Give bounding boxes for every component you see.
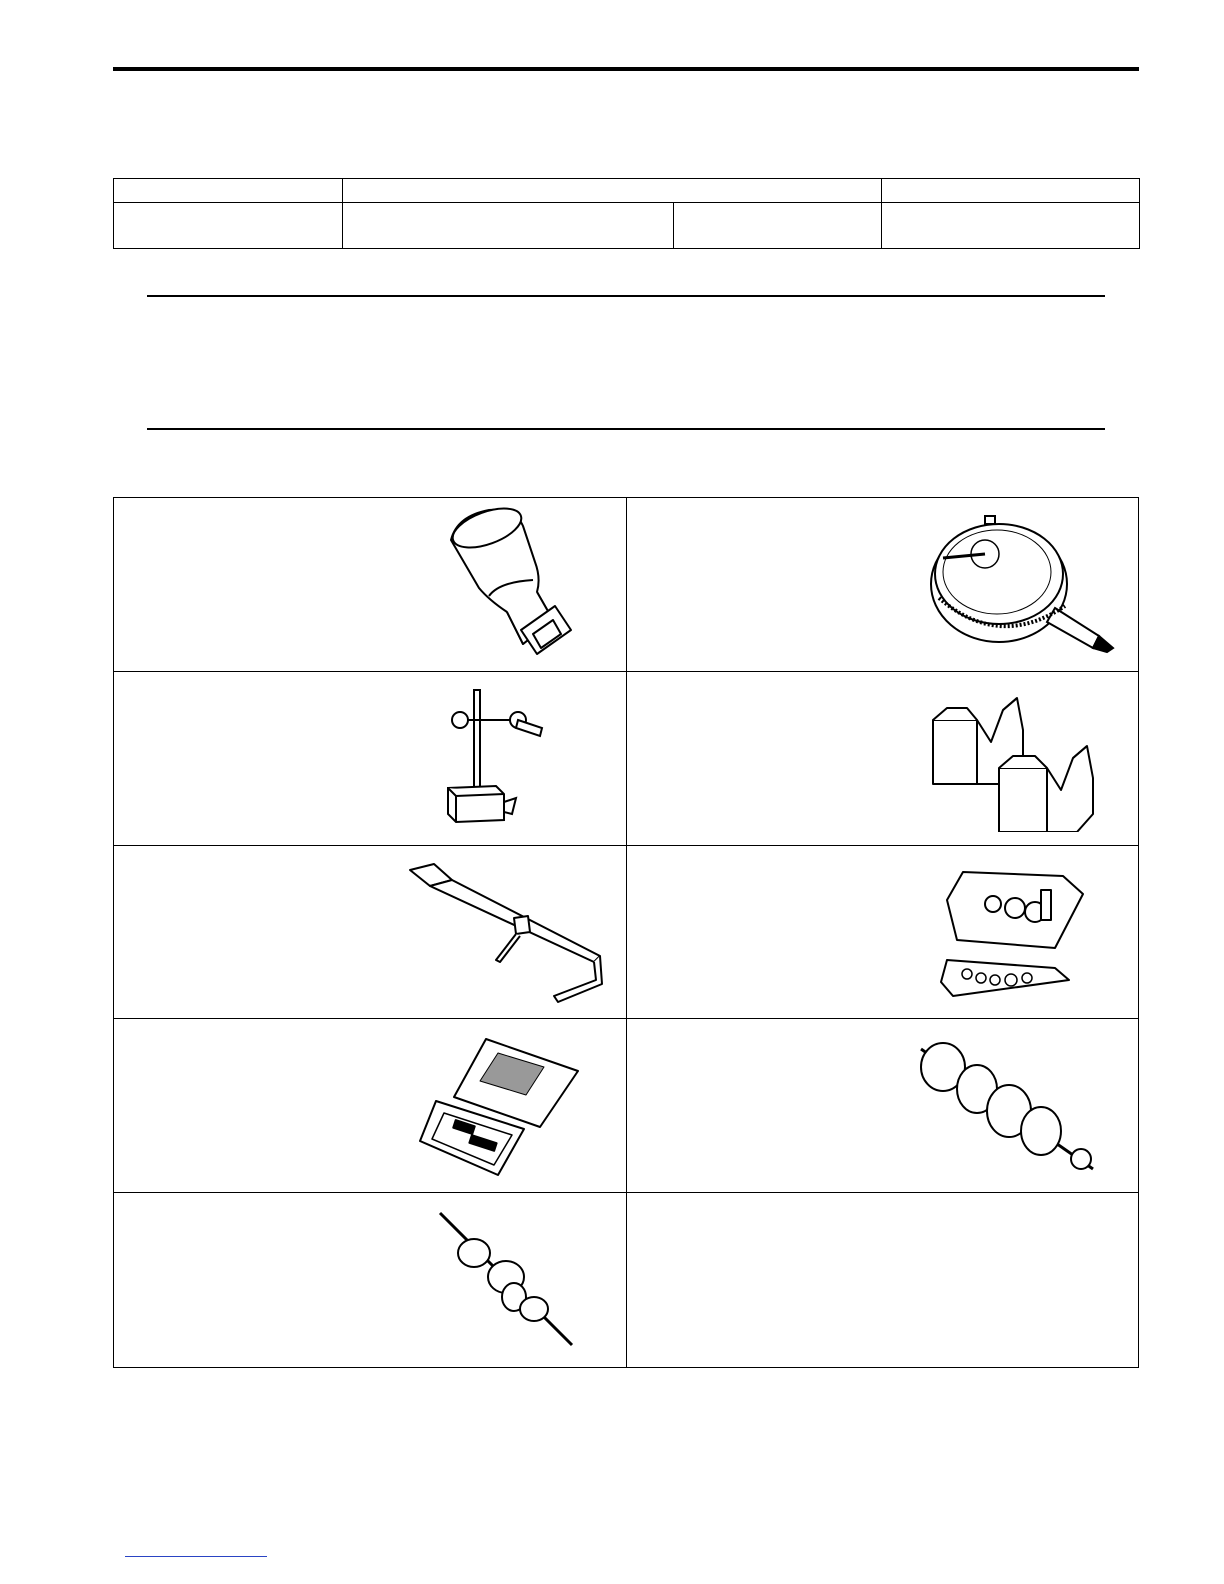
header-rule — [113, 67, 1139, 71]
tool-cell-installer-kit — [627, 846, 1138, 1020]
note-top-rule — [147, 295, 1105, 297]
tool-cell-v-blocks — [627, 672, 1138, 846]
tool-cell-bearing-puller — [627, 1019, 1138, 1193]
table-cell — [673, 203, 881, 249]
socket-wrench-icon — [429, 502, 609, 668]
magnetic-stand-icon — [434, 686, 564, 832]
tool-cell-empty — [627, 1193, 1138, 1367]
specification-table — [113, 178, 1140, 249]
bearing-remover-icon — [426, 1205, 586, 1355]
v-block-set-icon — [917, 686, 1107, 832]
table-cell — [881, 203, 1139, 249]
table-cell — [343, 203, 674, 249]
tool-cell-lever-tool — [114, 846, 627, 1020]
tool-kit-case-icon — [414, 1031, 594, 1181]
dial-gauge-icon — [915, 510, 1115, 660]
table-cell — [114, 203, 343, 249]
tool-cell-magnetic-stand — [114, 672, 627, 846]
piston-ring-compressor-icon — [404, 860, 614, 1006]
tool-cell-bearing-remover — [114, 1193, 627, 1367]
table-cell — [114, 179, 343, 203]
bearing-installer-set-icon — [933, 860, 1093, 1006]
table-cell — [343, 179, 882, 203]
table-row — [114, 179, 1140, 203]
table-row — [114, 203, 1140, 249]
bearing-puller-icon — [913, 1031, 1103, 1181]
special-tools-grid — [113, 497, 1139, 1368]
note-bottom-rule — [147, 428, 1105, 430]
footer-link-underline[interactable] — [125, 1556, 267, 1557]
table-cell — [881, 179, 1139, 203]
tool-cell-socket — [114, 498, 627, 672]
tool-cell-dial-gauge — [627, 498, 1138, 672]
tool-cell-tool-kit — [114, 1019, 627, 1193]
